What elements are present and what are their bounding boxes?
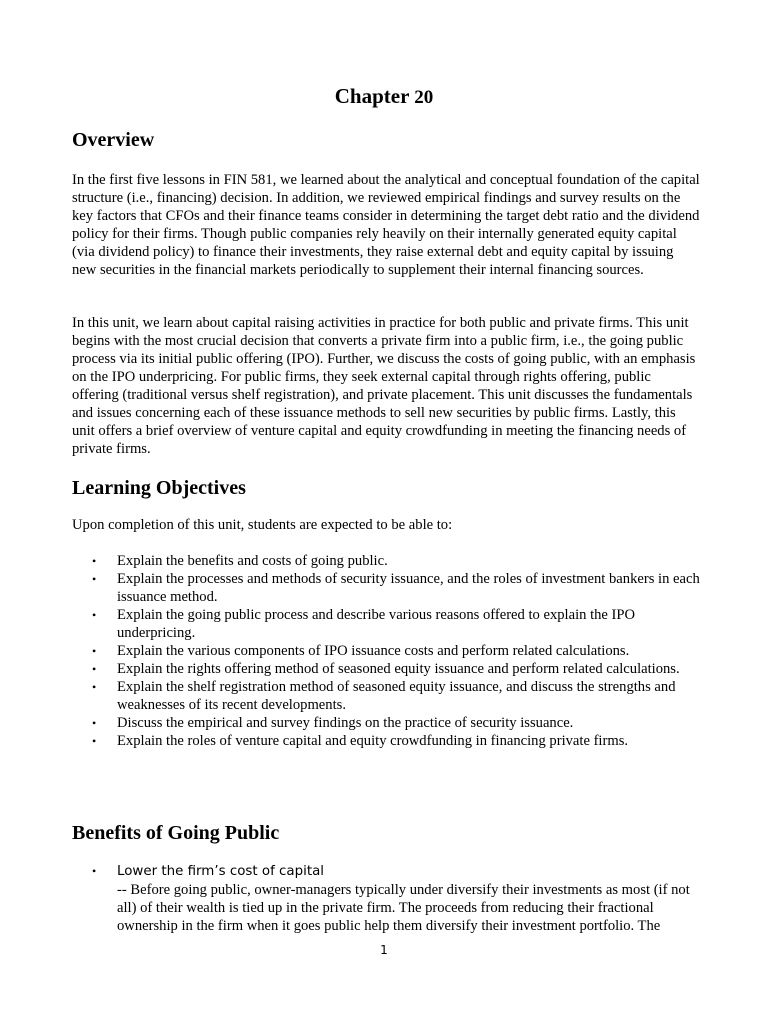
learning-objectives-list xyxy=(72,552,700,750)
benefit-text: -- Before going public, owner-managers typically under diversify their investments as most (if not all) of their wealth is tied up in the private firm. The proceeds from reducing their fractional ownership in the firm when it goes public help them diversify their investment portfolio. The xyxy=(117,882,690,934)
list-item xyxy=(72,732,700,750)
bullet-icon: • xyxy=(92,572,97,586)
bullet-icon: • xyxy=(92,644,97,658)
benefits-list xyxy=(72,862,700,935)
list-item xyxy=(72,660,700,678)
bullet-icon: • xyxy=(92,734,97,748)
list-item-text: Explain the shelf registration method of seasoned equity issuance, and discuss the strengths and weaknesses of its recent developments. xyxy=(117,679,676,713)
chapter-number: 20 xyxy=(414,87,434,108)
bullet-icon: • xyxy=(92,608,97,622)
list-item xyxy=(72,678,700,714)
list-item xyxy=(72,642,700,660)
learning-objectives-intro: Upon completion of this unit, students are expected to be able to: xyxy=(72,517,453,533)
bullet-icon: • xyxy=(92,680,97,694)
list-item-text: Explain the roles of venture capital and equity crowdfunding in financing private firms. xyxy=(117,733,629,749)
list-item-text: Explain the various components of IPO issuance costs and perform related calculations. xyxy=(117,643,630,659)
list-item xyxy=(72,552,700,570)
chapter-label: Chapter xyxy=(334,84,410,108)
list-item xyxy=(72,714,700,732)
overview-paragraph-1: In the first five lessons in FIN 581, we learned about the analytical and conceptual foundation of the capital structure (i.e., financing) decision. In addition, we reviewed empirical findings and survey results on the key factors that CFOs and their finance teams consider in determining the target debt ratio and the dividend policy for their firms. Though public companies rely heavily on their internally generated equity capital (via dividend policy) to finance their investments, they raise external debt and equity capital by issuing new securities in the financial markets periodically to supplement their internal financing sources. xyxy=(72,172,700,278)
list-item xyxy=(72,862,700,935)
list-item-text: Explain the rights offering method of seasoned equity issuance and perform related calculations. xyxy=(117,661,680,677)
list-item xyxy=(72,570,700,606)
overview-heading: Overview xyxy=(72,129,155,151)
chapter-title xyxy=(0,84,768,109)
bullet-icon: • xyxy=(92,662,97,676)
list-item-text: Discuss the empirical and survey findings on the practice of security issuance. xyxy=(117,715,574,731)
overview-paragraph-2: In this unit, we learn about capital raising activities in practice for both public and private firms. This unit begins with the most crucial decision that converts a private firm into a public firm, i.e., the going public process via its initial public offering (IPO). Further, we discuss the costs of going public, with an emphasis on the IPO underpricing. For public firms, they seek external capital through rights offering, public offering (traditional versus shelf registration), and private placement. This unit discusses the fundamentals and issues concerning each of these issuance methods to sell new securities by public firms. Lastly, this unit offers a brief overview of venture capital and equity crowdfunding in meeting the financing needs of private firms. xyxy=(72,315,696,457)
benefits-heading: Benefits of Going Public xyxy=(72,822,280,844)
list-item-text: Explain the processes and methods of security issuance, and the roles of investment bankers in each issuance method. xyxy=(117,571,700,605)
list-item xyxy=(72,606,700,642)
list-item-text: Explain the going public process and describe various reasons offered to explain the IPO underpricing. xyxy=(117,607,636,641)
bullet-icon: • xyxy=(92,864,97,878)
bullet-icon: • xyxy=(92,554,97,568)
bullet-icon: • xyxy=(92,716,97,730)
list-item-text: Explain the benefits and costs of going public. xyxy=(117,553,388,569)
learning-objectives-heading: Learning Objectives xyxy=(72,477,246,499)
benefit-title: Lower the firm’s cost of capital xyxy=(117,864,325,879)
page-number: 1 xyxy=(380,943,388,957)
